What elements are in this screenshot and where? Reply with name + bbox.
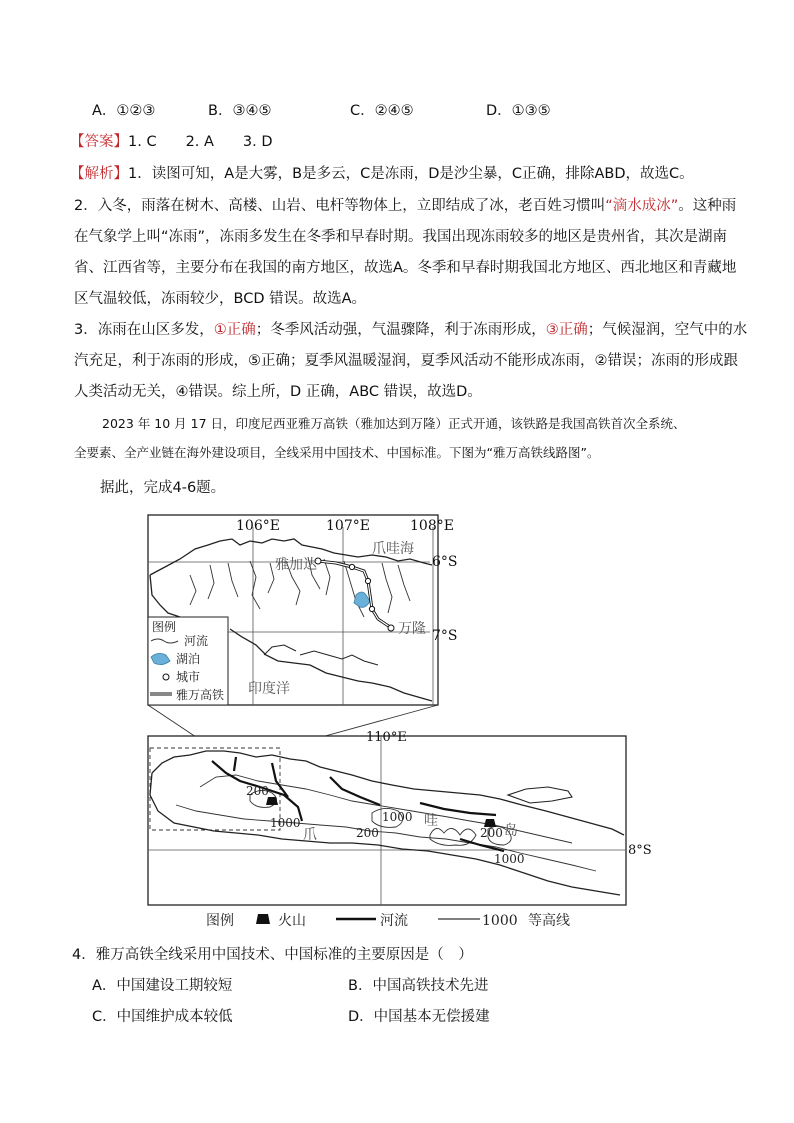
svg-text:1000: 1000 — [270, 816, 301, 830]
svg-text:河流: 河流 — [184, 634, 209, 648]
lon-label-110: 110°E — [366, 730, 407, 745]
island-char-1: 爪 — [303, 827, 317, 843]
svg-text:1000: 1000 — [494, 852, 525, 866]
analysis-p2-line-2: 在气象学上叫“冻雨”，冻雨多发生在冬季和早春时期。我国出现冻雨较多的地区是贵州省，其次是湖南 — [74, 229, 728, 245]
option-b: B．③④⑤ — [208, 103, 272, 119]
volcano-icon — [256, 914, 270, 924]
svg-text:1000: 1000 — [482, 913, 518, 929]
analysis-p2-line-1: 2．入冬，雨落在树木、高楼、山岩、电杆等物体上，立即结成了冰，老百姓习惯叫“滴水成冰”。这种雨 — [74, 198, 737, 214]
svg-text:等高线: 等高线 — [528, 913, 570, 929]
island-char-2: 哇 — [424, 813, 438, 829]
analysis-p3-line-1: 3．冻雨在山区多发，①正确；冬季风活动强，气温骤降，利于冻雨形成，③正确；气候湿润，空气中的水 — [74, 322, 748, 338]
analysis-p2-line-4: 区气温较低，冻雨较少，BCD 错误。故选A。 — [74, 291, 367, 307]
ocean-label: 印度洋 — [248, 681, 290, 697]
svg-text:200: 200 — [356, 826, 379, 840]
lat-label-7s: 7°S — [432, 628, 458, 644]
bottom-map — [148, 730, 652, 905]
analysis-p2-line-3: 省、江西省等，主要分布在我国的南方地区，故选A。冬季和早春时期我国北方地区、西北地区和青藏地 — [74, 260, 737, 276]
svg-text:图例: 图例 — [206, 913, 234, 929]
svg-text:200: 200 — [480, 826, 503, 840]
lat-label-6s: 6°S — [432, 554, 458, 570]
svg-text:200: 200 — [246, 784, 269, 798]
railway-route-map — [0, 505, 794, 945]
q4-option-c: C．中国维护成本较低 — [92, 1009, 233, 1025]
option-c: C．②④⑤ — [350, 103, 414, 119]
svg-text:城市: 城市 — [176, 670, 201, 684]
lat-label-8s: 8°S — [628, 843, 652, 858]
bottom-map-legend — [206, 912, 570, 929]
q4-option-a: A．中国建设工期较短 — [92, 978, 233, 994]
analysis-line-1: 【解析】1．读图可知，A是大雾，B是多云，C是冻雨，D是沙尘暴，C正确，排除ABD，故选C。 — [70, 166, 694, 182]
lon-label-107: 107°E — [326, 518, 370, 534]
island-char-3: 岛 — [504, 823, 518, 839]
option-d: D．①③⑤ — [486, 103, 551, 119]
prompt: 据此，完成4-6题。 — [100, 480, 226, 496]
q4-option-b: B．中国高铁技术先进 — [348, 978, 489, 994]
sea-label: 爪哇海 — [372, 541, 414, 557]
svg-text:火山: 火山 — [278, 913, 306, 929]
passage-line-2: 全要素、全产业链在海外建设项目，全线采用中国技术、中国标准。下图为“雅万高铁线路图”。 — [74, 445, 600, 460]
passage-line-1: 2023 年 10 月 17 日，印度尼西亚雅万高铁（雅加达到万隆）正式开通，该铁路是我国高铁首次全系统、 — [102, 416, 686, 431]
analysis-p3-line-3: 人类活动无关，④错误。综上所，D 正确，ABC 错误，故选D。 — [74, 384, 482, 400]
option-a: A．①②③ — [92, 103, 156, 119]
svg-text:湖泊: 湖泊 — [176, 652, 201, 666]
question-4-stem: 4．雅万高铁全线采用中国技术、中国标准的主要原因是（ ） — [72, 947, 473, 963]
city-label-jakarta: 雅加达 — [275, 557, 317, 573]
q4-option-d: D．中国基本无偿援建 — [348, 1009, 490, 1025]
svg-text:河流: 河流 — [380, 913, 408, 929]
city-label-bandung: 万隆 — [398, 621, 426, 637]
svg-text:雅万高铁: 雅万高铁 — [176, 688, 225, 702]
lon-label-108: 108°E — [410, 518, 454, 534]
analysis-p3-line-2: 汽充足，利于冻雨的形成，⑤正确；夏季风温暖湿润，夏季风活动不能形成冻雨，②错误；冻雨的形成跟 — [74, 353, 738, 369]
top-map — [148, 515, 458, 705]
svg-text:1000: 1000 — [382, 810, 413, 824]
answer-text: 1. C 2. A 3. D — [128, 134, 273, 150]
analysis-label: 【解析】 — [70, 166, 128, 182]
lon-label-106: 106°E — [236, 518, 280, 534]
svg-text:图例: 图例 — [152, 620, 177, 634]
answer-line — [70, 132, 273, 152]
top-map-legend — [148, 617, 228, 705]
answer-label: 【答案】 — [70, 134, 128, 150]
